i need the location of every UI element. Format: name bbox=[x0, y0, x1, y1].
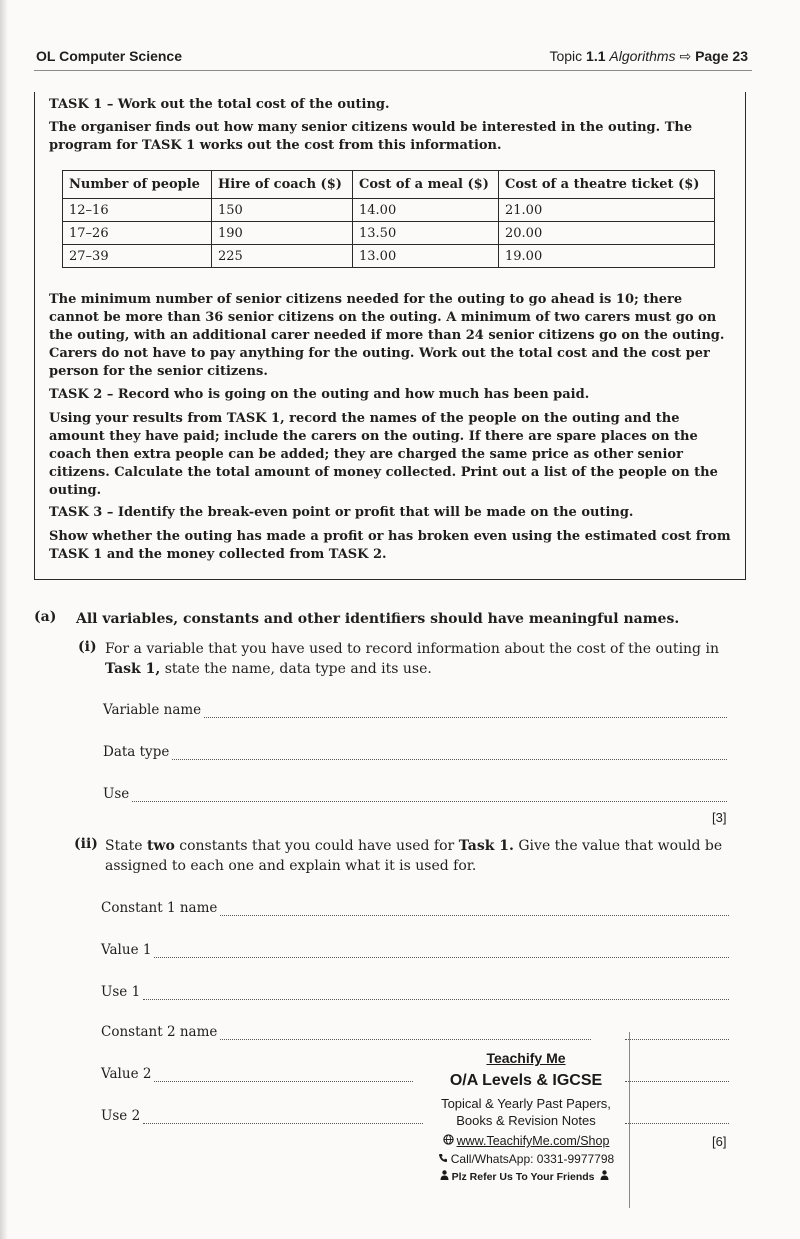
table-cell: 17–26 bbox=[63, 222, 212, 245]
promo-stamp bbox=[420, 1048, 632, 1210]
field-label: Use 2 bbox=[101, 1108, 141, 1124]
question-i-text-part1: For a variable that you have used to record information about the cost of the outing in bbox=[105, 641, 719, 657]
task2-title: TASK 2 – Record who is going on the outing and how much has been paid. bbox=[49, 387, 590, 402]
task2-body: Using your results from TASK 1, record the names of the people on the outing and the amount they have paid; include the carers on the outing. If there are spare places on the coach then extra people can be added; they are charged the same price as other senior citizens. Calculate the total amount of money collected. Print out a list of the people on the outing. bbox=[49, 411, 718, 498]
stamp-levels: O/A Levels & IGCSE bbox=[449, 1072, 603, 1089]
stamp-books: Books & Revision Notes bbox=[456, 1113, 596, 1128]
answer-line[interactable] bbox=[172, 747, 727, 760]
answer-line[interactable] bbox=[143, 987, 729, 1000]
question-i-label: (i) bbox=[78, 639, 97, 655]
field-label: Use 1 bbox=[101, 984, 141, 1000]
header-topic-prefix: Topic bbox=[549, 48, 583, 64]
stamp-refer-text: Plz Refer Us To Your Friends bbox=[451, 1171, 595, 1183]
task1-intro: The organiser finds out how many senior citizens would be interested in the outing. The program for TASK 1 works out the cost from this information. bbox=[49, 120, 693, 153]
header-topic-number: 1.1 bbox=[586, 48, 606, 64]
table-cell: 27–39 bbox=[63, 245, 212, 268]
value-2-line-end[interactable] bbox=[625, 1064, 729, 1082]
stamp-website-link[interactable] bbox=[420, 1134, 632, 1148]
table-header-row bbox=[63, 171, 715, 199]
task-box bbox=[34, 92, 746, 580]
question-i-text-part2: state the name, data type and its use. bbox=[164, 661, 432, 677]
question-ii-text-two: two bbox=[146, 838, 175, 854]
question-ii-text-part2: constants that you could have used for bbox=[179, 838, 455, 854]
table-cell: 19.00 bbox=[499, 245, 715, 268]
table-header-cell: Cost of a theatre ticket ($) bbox=[499, 171, 715, 199]
table-header-cell: Cost of a meal ($) bbox=[353, 171, 499, 199]
answer-line[interactable] bbox=[625, 1111, 729, 1124]
question-a-label: (a) bbox=[34, 609, 57, 625]
constant-2-name-line-end[interactable] bbox=[625, 1022, 729, 1040]
question-ii-text-task: Task 1. bbox=[458, 838, 514, 854]
header-page-label: Page bbox=[695, 48, 729, 64]
task3-title: TASK 3 – Identify the break-even point or profit that will be made on the outing. bbox=[49, 505, 634, 520]
stamp-website-text: www.TeachifyMe.com/Shop bbox=[456, 1134, 610, 1148]
task3-body: Show whether the outing has made a profit or has broken even using the estimated cost from TASK 1 and the money collected from TASK 2. bbox=[49, 529, 731, 562]
question-ii-text-part3: Give the value that would be assigned to each one and explain what it is used for. bbox=[105, 838, 723, 874]
header-topic-title: Algorithms bbox=[609, 48, 676, 64]
variable-name-field[interactable] bbox=[103, 700, 727, 718]
table-header-cell: Hire of coach ($) bbox=[212, 171, 353, 199]
header-rule bbox=[34, 70, 752, 71]
field-label: Constant 2 name bbox=[101, 1024, 218, 1040]
header-topic bbox=[549, 48, 748, 65]
answer-line[interactable] bbox=[154, 945, 729, 958]
table-cell: 150 bbox=[212, 199, 353, 222]
value-1-field[interactable] bbox=[101, 940, 729, 958]
constant-2-name-field[interactable] bbox=[101, 1022, 591, 1040]
question-a-text: All variables, constants and other identifiers should have meaningful names. bbox=[76, 611, 680, 627]
table-row bbox=[63, 245, 715, 268]
value-2-field[interactable] bbox=[101, 1064, 413, 1082]
question-i-text-task: Task 1, bbox=[105, 661, 161, 677]
data-type-field[interactable] bbox=[103, 742, 727, 760]
field-label: Variable name bbox=[103, 702, 202, 718]
use-2-line-end[interactable] bbox=[625, 1106, 729, 1124]
person-icon bbox=[600, 1170, 609, 1183]
field-label: Value 1 bbox=[101, 942, 152, 958]
answer-line[interactable] bbox=[220, 1027, 591, 1040]
table-header-cell: Number of people bbox=[63, 171, 212, 199]
task1-title: TASK 1 – Work out the total cost of the outing. bbox=[49, 97, 390, 112]
field-label: Constant 1 name bbox=[101, 900, 218, 916]
running-header bbox=[36, 48, 748, 70]
field-label: Use bbox=[103, 786, 130, 802]
answer-line[interactable] bbox=[143, 1111, 423, 1124]
table-cell: 225 bbox=[212, 245, 353, 268]
marks-i: [3] bbox=[712, 810, 727, 825]
stamp-papers: Topical & Yearly Past Papers, bbox=[441, 1096, 611, 1111]
globe-icon bbox=[443, 1134, 454, 1148]
header-page-number: 23 bbox=[732, 48, 748, 64]
table-row bbox=[63, 199, 715, 222]
use-2-field[interactable] bbox=[101, 1106, 423, 1124]
question-ii-label: (ii) bbox=[74, 836, 98, 852]
table-cell: 190 bbox=[212, 222, 353, 245]
cost-table bbox=[62, 170, 715, 268]
page-spine-shadow bbox=[0, 0, 8, 1239]
header-subject: OL Computer Science bbox=[36, 48, 183, 64]
field-label: Data type bbox=[103, 744, 170, 760]
stamp-brand: Teachify Me bbox=[486, 1050, 566, 1066]
arrow-icon: ⇨ bbox=[679, 48, 692, 64]
stamp-phone bbox=[420, 1152, 632, 1166]
table-cell: 13.00 bbox=[353, 245, 499, 268]
table-row bbox=[63, 222, 715, 245]
answer-line[interactable] bbox=[625, 1069, 729, 1082]
marks-ii: [6] bbox=[712, 1134, 727, 1149]
person-icon bbox=[440, 1170, 449, 1183]
constant-1-name-field[interactable] bbox=[101, 898, 729, 916]
table-cell: 14.00 bbox=[353, 199, 499, 222]
field-label: Value 2 bbox=[101, 1066, 152, 1082]
table-cell: 13.50 bbox=[353, 222, 499, 245]
answer-line[interactable] bbox=[204, 705, 727, 718]
use-1-field[interactable] bbox=[101, 982, 729, 1000]
answer-line[interactable] bbox=[220, 903, 729, 916]
question-ii-text bbox=[105, 836, 740, 876]
answer-line[interactable] bbox=[132, 789, 727, 802]
question-i-text bbox=[105, 639, 745, 679]
table-cell: 21.00 bbox=[499, 199, 715, 222]
table-cell: 20.00 bbox=[499, 222, 715, 245]
stamp-phone-text: Call/WhatsApp: 0331-9977798 bbox=[450, 1152, 615, 1166]
use-field[interactable] bbox=[103, 784, 727, 802]
answer-line[interactable] bbox=[625, 1027, 729, 1040]
phone-icon bbox=[438, 1152, 448, 1166]
question-ii-text-part1: State bbox=[105, 838, 143, 854]
stamp-refer bbox=[420, 1170, 632, 1183]
task1-body: The minimum number of senior citizens needed for the outing to go ahead is 10; there cannot be more than 36 senior citizens on the outing. A minimum of two carers must go on the outing, with an additional carer needed if more than 24 senior citizens go on the outing. Carers do not have to pay anything for the outing. Work out the total cost and the cost per person for the senior citizens. bbox=[49, 292, 725, 379]
answer-line[interactable] bbox=[154, 1069, 413, 1082]
table-cell: 12–16 bbox=[63, 199, 212, 222]
